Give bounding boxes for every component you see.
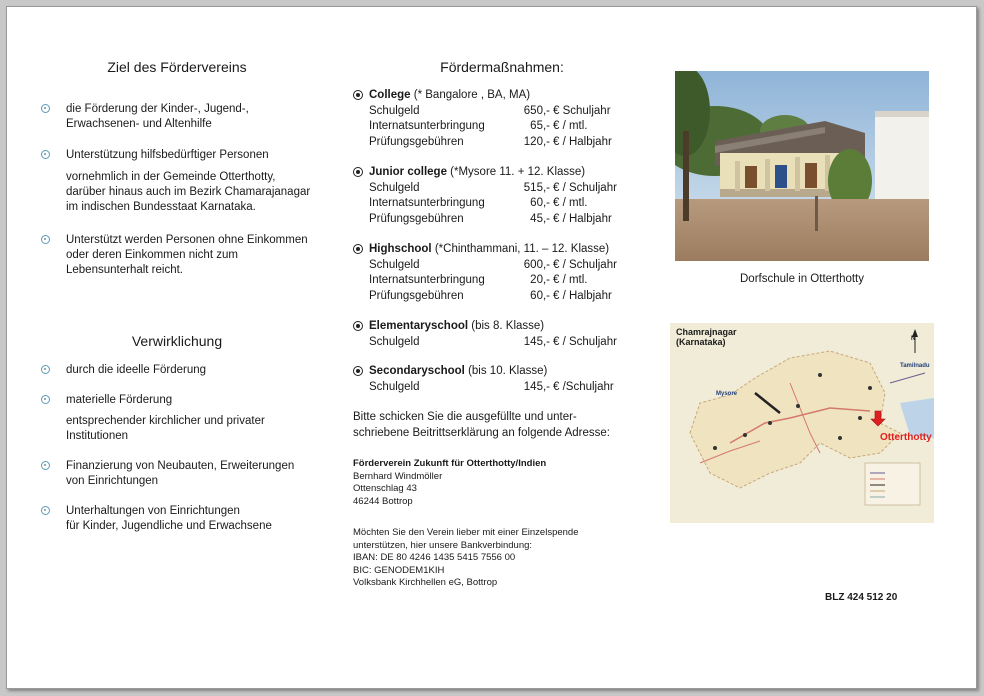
- address-title: Förderverein Zukunft für Otterthotty/Indien: [353, 458, 547, 469]
- section-detail: (bis 10. Klasse): [468, 365, 548, 377]
- section-detail: (*Chinthammani, 11. – 12. Klasse): [434, 243, 610, 255]
- request-text: Bitte schicken Sie die ausgefüllte und unter- schriebene Beitrittserklärung an folgende Adresse:: [353, 411, 610, 439]
- fee-row: Internatsunterbringung 20,- € / mtl.: [369, 274, 588, 286]
- bullet-item: durch die ideelle Förderung: [41, 363, 311, 378]
- address-line: Bernhard Windmöller: [353, 470, 443, 482]
- bullet-icon: [41, 235, 50, 244]
- radio-bullet-icon: [353, 90, 363, 100]
- fee-row: Internatsunterbringung 60,- € / mtl.: [369, 197, 588, 209]
- bic-line: BIC: GENODEM1KIH: [353, 564, 445, 576]
- school-photo-image: [675, 71, 929, 261]
- section-name: Junior college: [369, 166, 447, 178]
- address-line: 46244 Bottrop: [353, 495, 413, 507]
- map-label-mysore: Mysore: [716, 391, 738, 397]
- section-junior-college: [353, 165, 643, 227]
- fee-row: Internatsunterbringung 65,- € / mtl.: [369, 120, 588, 132]
- section-highschool: [353, 242, 643, 304]
- bullet-subtext: entsprechender kirchlicher und privater Institutionen: [66, 415, 265, 442]
- bullet-item: materielle Förderung: [41, 393, 311, 408]
- brochure-page: [6, 6, 977, 689]
- map-label-tamilnadu: Tamilnadu: [900, 363, 930, 369]
- donation-block: [353, 527, 643, 590]
- iban-line: IBAN: DE 80 4246 1435 5415 7556 00: [353, 552, 516, 563]
- photo-caption: Dorfschule in Otterthotty: [740, 273, 864, 285]
- section-detail: (* Bangalore , BA, MA): [413, 89, 531, 101]
- bullet-icon: [41, 150, 50, 159]
- fee-row: Prüfungsgebühren 60,- € / Halbjahr: [369, 289, 612, 302]
- bullet-icon: [41, 506, 50, 515]
- section-name: Secondaryschool: [369, 365, 465, 377]
- bullet-item: Finanzierung von Neubauten, Erweiterungen von Einrichtungen: [41, 459, 311, 489]
- school-photo: [675, 71, 929, 261]
- fee-row: Schulgeld 650,- € Schuljahr: [369, 104, 611, 117]
- fee-row: Schulgeld 145,- € /Schuljahr: [369, 380, 614, 393]
- radio-bullet-icon: [353, 321, 363, 331]
- fee-row: Prüfungsgebühren 120,- € / Halbjahr: [369, 135, 612, 148]
- north-label: N: [911, 336, 916, 342]
- bullet-subtext: vornehmlich in der Gemeinde Otterthotty, darüber hinaus auch im Bezirk Chamarajanagar im indischen Bundesstaat Karnataka.: [66, 171, 311, 213]
- section-detail: (*Mysore 11. + 12. Klasse): [450, 166, 586, 178]
- radio-bullet-icon: [353, 167, 363, 177]
- donation-line: unterstützen, hier unsere Bankverbindung:: [353, 539, 533, 551]
- section-elementaryschool: [353, 319, 643, 350]
- fee-row: Schulgeld 515,- € / Schuljahr: [369, 181, 617, 194]
- section-name: College: [369, 89, 411, 101]
- bullet-item: Unterstützt werden Personen ohne Einkommen oder deren Einkommen nicht zum Lebensunterhalt reicht.: [41, 233, 311, 278]
- fee-row: Schulgeld 600,- € / Schuljahr: [369, 258, 617, 271]
- bullet-icon: [41, 104, 50, 113]
- section-name: Elementaryschool: [369, 320, 469, 332]
- section-college: [353, 88, 643, 150]
- bullet-item: Unterstützung hilfsbedürftiger Personen: [41, 148, 311, 163]
- blz-text: BLZ 424 512 20: [825, 592, 898, 603]
- section-secondaryschool: [353, 364, 643, 395]
- radio-bullet-icon: [353, 244, 363, 254]
- address-line: Ottenschlag 43: [353, 483, 417, 494]
- heading-verwirklichung: Verwirklichung: [131, 333, 223, 349]
- bullet-icon: [41, 461, 50, 470]
- map-title: Chamrajnagar (Karnataka): [676, 327, 737, 347]
- district-map-image: [670, 323, 934, 523]
- fee-row: Schulgeld 145,- € / Schuljahr: [369, 335, 617, 348]
- district-map: [670, 323, 934, 523]
- section-name: Highschool: [369, 243, 432, 255]
- heading-foerdermassnahmen: Fördermaßnahmen:: [440, 59, 564, 75]
- heading-ziel: Ziel des Fördervereins: [107, 59, 247, 75]
- map-label-otterthotty: Otterthotty: [880, 432, 932, 443]
- address-block: [353, 458, 643, 508]
- radio-bullet-icon: [353, 366, 363, 376]
- fee-row: Prüfungsgebühren 45,- € / Halbjahr: [369, 212, 612, 225]
- section-detail: (bis 8. Klasse): [471, 320, 545, 332]
- bullet-item: die Förderung der Kinder-, Jugend-, Erwachsenen- und Altenhilfe: [41, 102, 311, 132]
- bullet-icon: [41, 395, 50, 404]
- donation-line: Möchten Sie den Verein lieber mit einer Einzelspende: [353, 527, 579, 538]
- bullet-icon: [41, 365, 50, 374]
- bullet-item: Unterhaltungen von Einrichtungen für Kinder, Jugendliche und Erwachsene: [41, 504, 311, 534]
- bank-line: Volksbank Kirchhellen eG, Bottrop: [353, 577, 498, 588]
